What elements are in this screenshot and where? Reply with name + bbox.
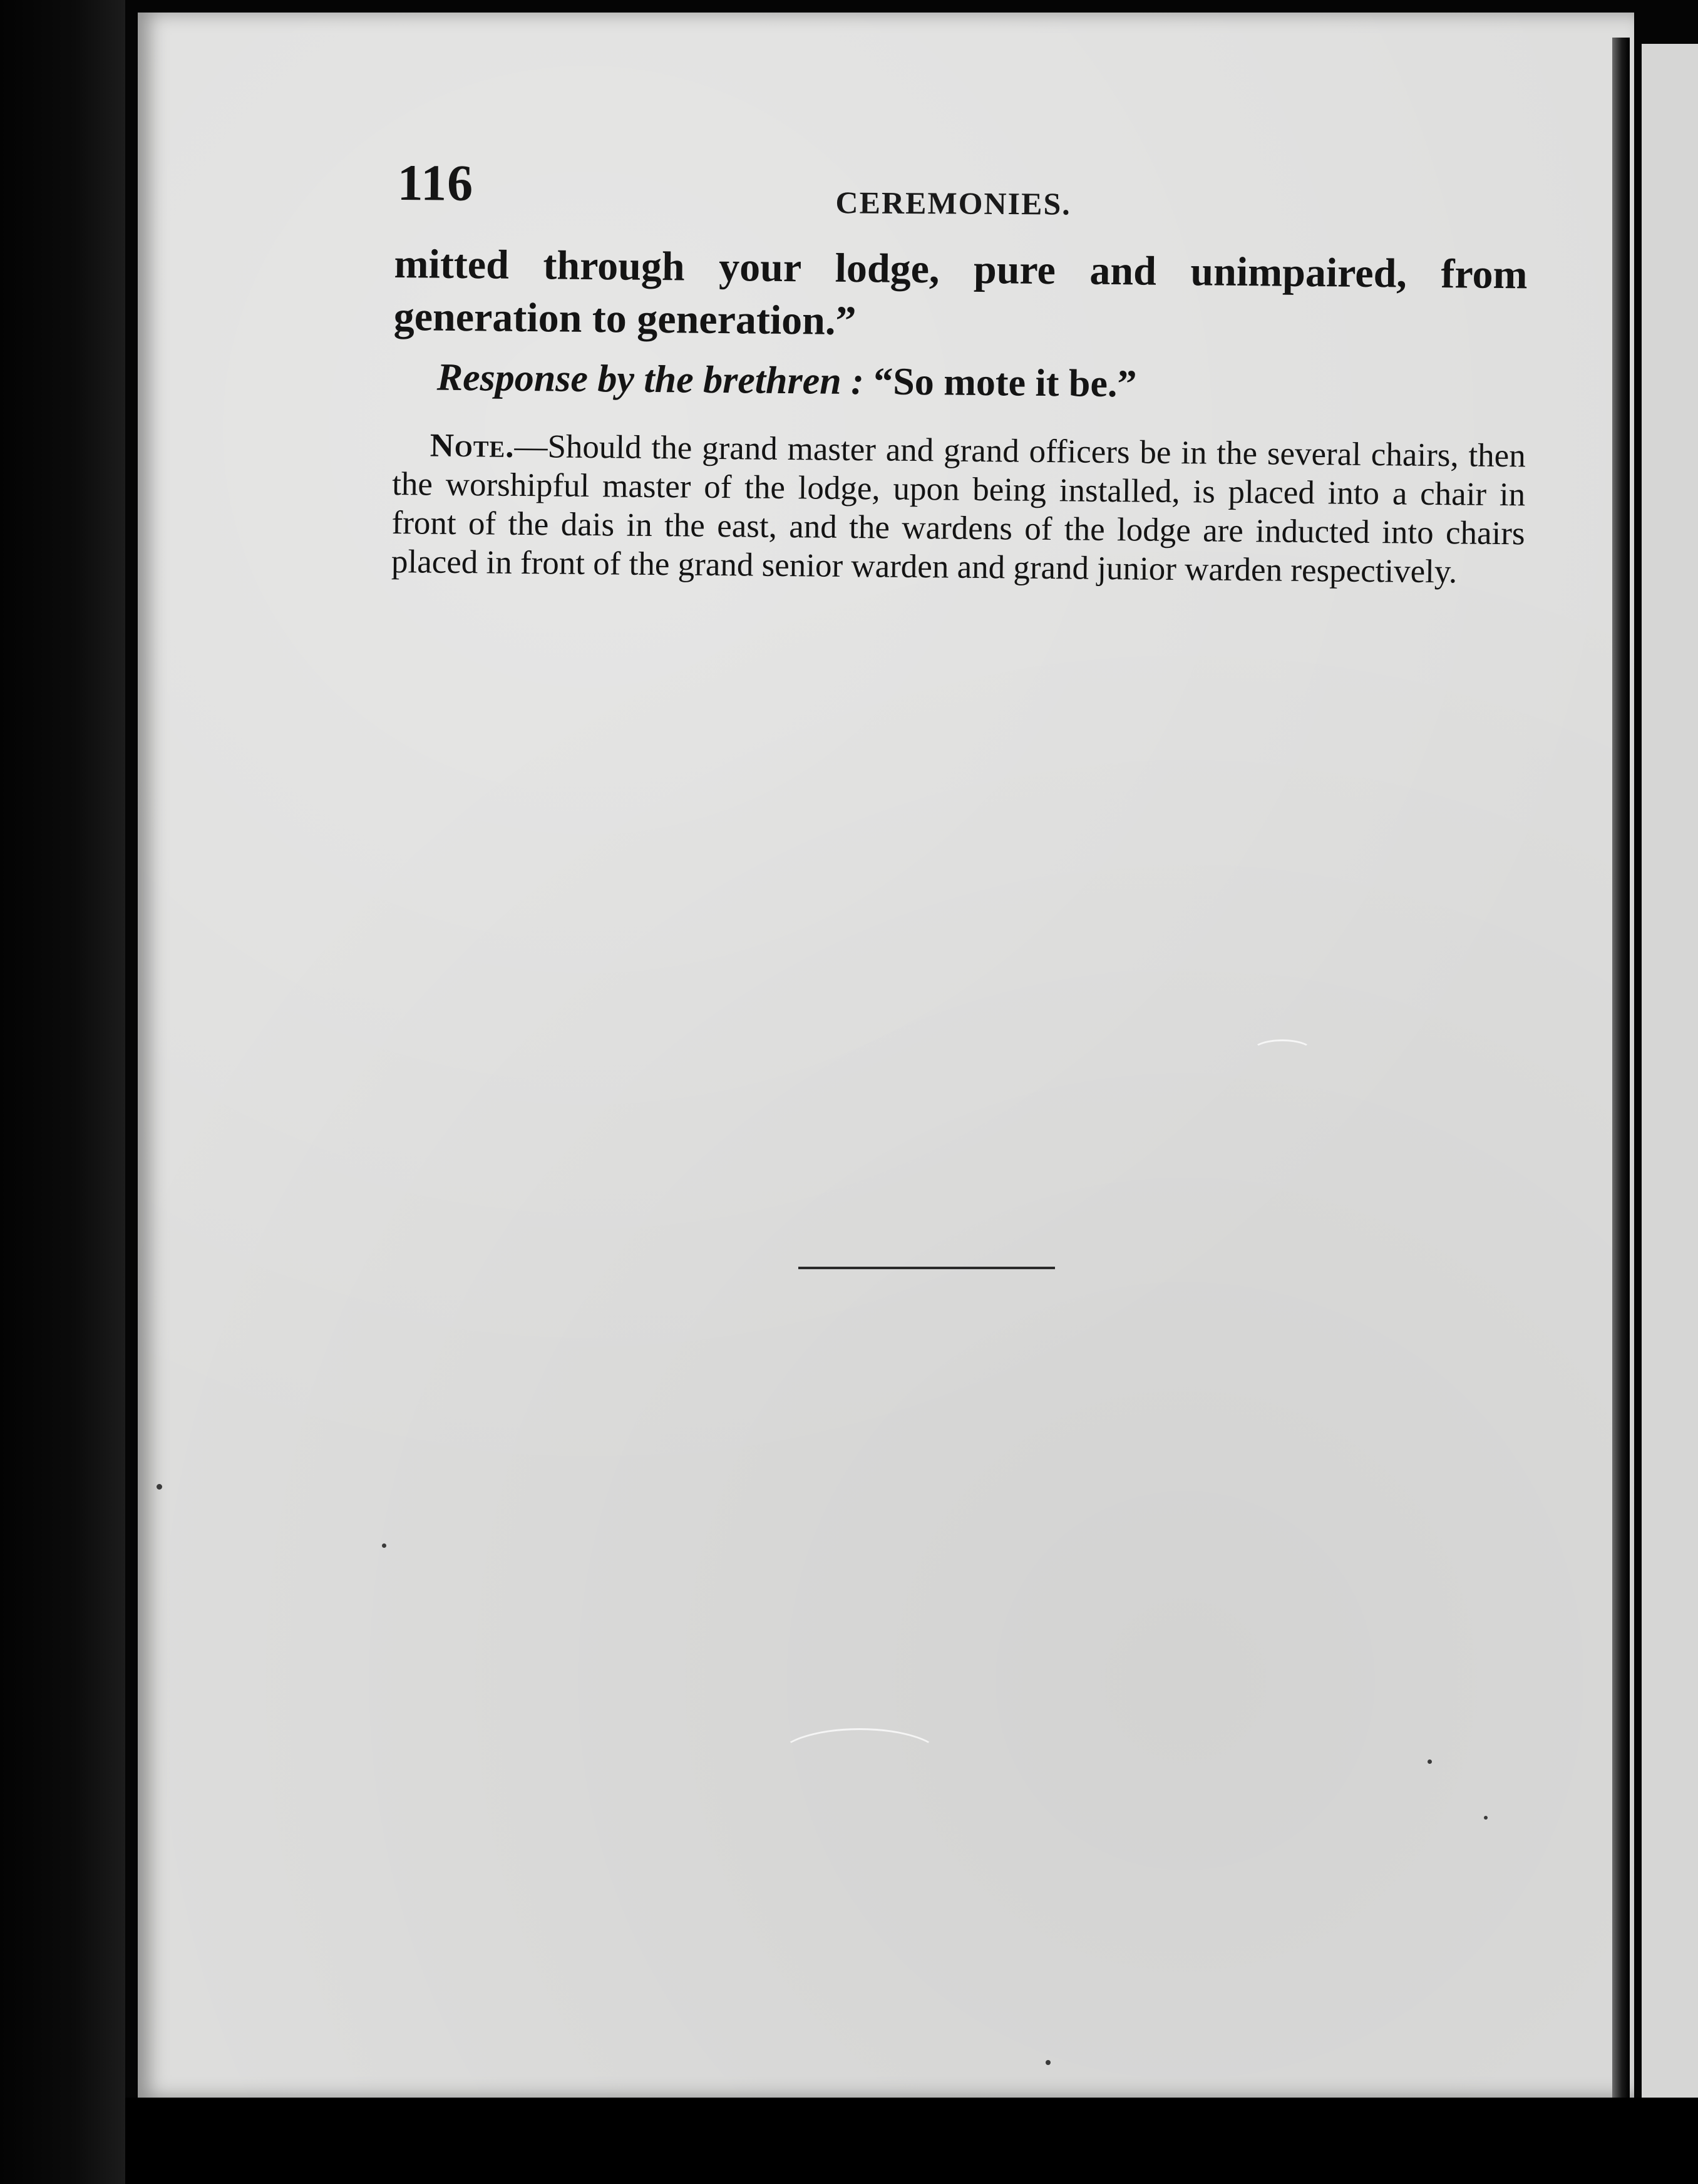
body-paragraph: mitted through your lodge, pure and unimpaired, from generation to generation.”: [393, 240, 1528, 344]
gutter-shadow: [1612, 38, 1630, 2104]
paper-scratch: [776, 1728, 943, 1788]
note-label: Note.: [430, 427, 515, 465]
paper-speck: [1428, 1759, 1432, 1764]
paper-scratch: [1252, 1039, 1312, 1062]
adjacent-page-edge: [1642, 44, 1698, 2104]
end-rule: [798, 1267, 1055, 1269]
running-title: CEREMONIES.: [835, 185, 1071, 222]
scan-bottom-border: [125, 2098, 1698, 2184]
page-text: [391, 238, 1528, 592]
paper-speck: [157, 1484, 162, 1490]
paper-speck: [1046, 2060, 1051, 2065]
response-line: [393, 352, 1526, 413]
page-header: [397, 153, 1525, 235]
scan-left-border: [0, 0, 125, 2184]
note-paragraph: [391, 426, 1526, 592]
paper-speck: [382, 1543, 386, 1548]
note-text: —Should the grand master and grand officers be in the several chairs, then the worshipful master of the lodge, upon being installed, is placed into a chair in front of the dais in the east, and the wardens of the lodge are inducted into chairs placed in front of the grand senior warden and grand junior warden respectively.: [391, 428, 1526, 590]
response-text: “So mote it be.”: [873, 360, 1137, 406]
page-number: 116: [397, 153, 474, 212]
response-label: Response by the brethren :: [436, 356, 865, 403]
paper-speck: [1484, 1816, 1488, 1820]
